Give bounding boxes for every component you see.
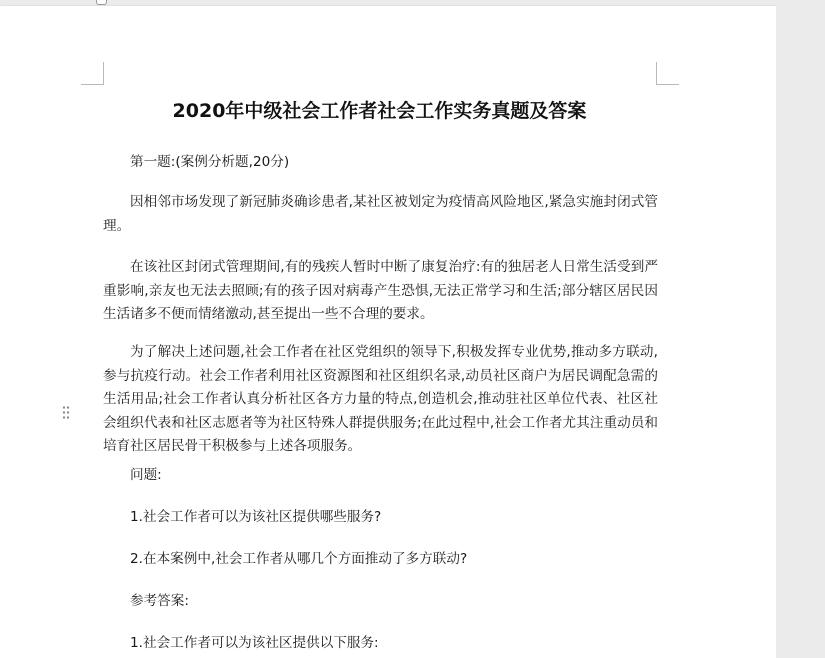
paragraph-question-1: 1.社会工作者可以为该社区提供哪些服务? [130, 509, 382, 525]
paragraph-question-2: 2.在本案例中,社会工作者从哪几个方面推动了多方联动? [130, 551, 468, 567]
paragraph-questions-label: 问题: [130, 467, 162, 483]
paragraph-answer-1: 1.社会工作者可以为该社区提供以下服务: [130, 635, 379, 651]
paragraph-case-intro: 因相邻市场发现了新冠肺炎确诊患者,某社区被划定为疫情高风险地区,紧急实施封闭式管理。 [103, 194, 658, 234]
paragraph-drag-handle-icon[interactable] [62, 405, 70, 421]
paragraph-question-heading: 第一题:(案例分析题,20分) [130, 154, 290, 170]
paragraph-case-actions: 为了解决上述问题,社会工作者在社区党组织的领导下,积极发挥专业优势,推动多方联动,参与抗疫行动。社会工作者利用社区资源图和社区组织名录,动员社区商户为居民调配急需的生活用品;社会工作者认真分析社区各方力量的特点,创造机会,推动驻社区单位代表、社区社会组织代表和社区志愿者等为社区特殊人群提供服务;在此过程中,社会工作者尤其注重动员和培育社区居民骨干积极参与上述各项服务。 [103, 344, 658, 454]
right-gutter [776, 6, 825, 658]
document-title: 2020年中级社会工作者社会工作实务真题及答案 [172, 100, 587, 122]
paragraph-case-problems: 在该社区封闭式管理期间,有的残疾人暂时中断了康复治疗:有的独居老人日常生活受到严重影响,亲友也无法去照顾;有的孩子因对病毒产生恐惧,无法正常学习和生活;部分辖区居民因生活诸多不便而情绪激动,甚至提出一些不合理的要求。 [103, 259, 658, 322]
ruler-tab-marker[interactable] [96, 0, 107, 5]
paragraph-answer-label: 参考答案: [130, 593, 189, 609]
margin-corner-top-right [656, 62, 679, 85]
margin-corner-top-left [81, 62, 104, 85]
